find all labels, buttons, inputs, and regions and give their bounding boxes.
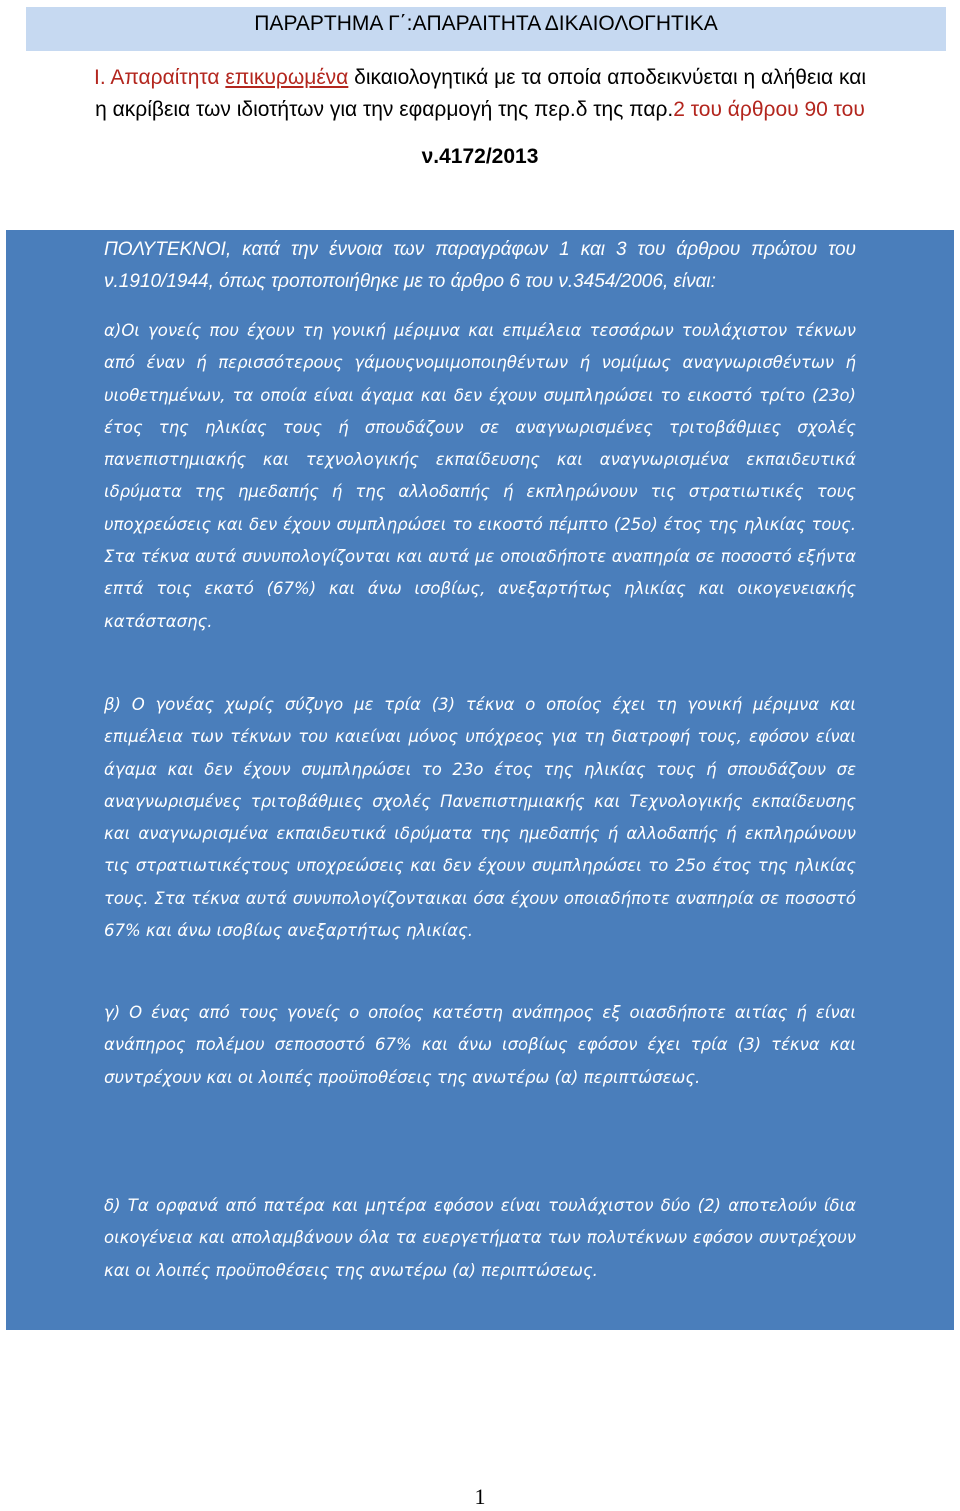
heading-prefix: Ι. Απαραίτητα bbox=[93, 66, 226, 89]
heading-line2-red: 2 του άρθρου 90 του bbox=[673, 98, 865, 121]
paragraph-b: β) Ο γονέας χωρίς σύζυγο με τρία (3) τέκνα ο οποίος έχει τη γονική μέριμνα και επιμέλεια των τέκνων του καιείναι μόνος υπόχρεος για τη διατροφή τους, εφόσον είναι άγαμα και δεν έχουν συμπληρώσει το 23ο έτος της ηλικίας τους ή σπουδάζουν σε αναγνωρισμένες τριτοβάθμιες σχολές Πανεπιστημιακής και Τεχνολογικής εκπαίδευσης και αναγνωρισμένα εκπαιδευτικά ιδρύματα της ημεδαπής ή αλλοδαπής ή εκπληρώνουν τις στρατιωτικέςτους υποχρεώσεις και δεν έχουν συμπληρώσει το 25ο έτος της ηλικίας τους. Στα τέκνα αυτά συνυπολογίζονταικαι όσα έχουν οποιαδήποτε αναπηρία σε ποσοστό 67% και άνω ισοβίως ανεξαρτήτως ηλικίας. bbox=[104, 695, 856, 941]
paragraph-d: δ) Τα ορφανά από πατέρα και μητέρα εφόσον είναι τουλάχιστον δύο (2) αποτελούν ίδια οικογένεια και απολαμβάνουν όλα τα ευεργετήματα των πολυτέκνων εφόσον συντρέχουν και οι λοιπές προϋποθέσεις της ανωτέρω (α) περιπτώσεως. bbox=[104, 1196, 856, 1280]
page-number: 1 bbox=[474, 1484, 486, 1509]
heading-line2: η ακρίβεια των ιδιοτήτων για την εφαρμογή της περ.δ της παρ. bbox=[95, 98, 674, 121]
law-reference: ν.4172/2013 bbox=[421, 145, 539, 168]
heading-rest-line1: δικαιολογητικά με τα οποία αποδεικνύεται η αλήθεια και bbox=[348, 66, 867, 89]
title-text: ΠΑΡΑΡΤΗΜΑ Γ΄:ΑΠΑΡΑΙΤΗΤΑ ΔΙΚΑΙΟΛΟΓΗΤΙΚΑ bbox=[254, 12, 718, 35]
section-heading bbox=[20, 62, 940, 126]
heading-underlined: επικυρωμένα bbox=[225, 66, 349, 89]
paragraph-a: α)Οι γονείς που έχουν τη γονική μέριμνα και επιμέλεια τεσσάρων τουλάχιστον τέκνων από έναν ή περισσότερους γάμουςνομιμοποιηθέντων ή νομίμως αναγνωρισθέντων ή υιοθετημένων, τα οποία είναι άγαμα και δεν έχουν συμπληρώσει το εικοστό τρίτο (23ο) έτος της ηλικίας τους ή σπουδάζουν σε αναγνωρισμένες τριτοβάθμιες σχολές πανεπιστημιακής και τεχνολογικής εκπαίδευσης και αναγνωρισμένα εκπαιδευτικά ιδρύματα της ημεδαπής ή της αλλοδαπής ή εκπληρώνουν τις στρατιωτικές τους υποχρεώσεις και δεν έχουν συμπληρώσει το εικοστό πέμπτο (25ο) έτος της ηλικίας τους. Στα τέκνα αυτά συνυπολογίζονται και αυτά με οποιαδήποτε αναπηρία σε ποσοστό εξήντα επτά τοις εκατό (67%) και άνω ισοβίως, ανεξαρτήτως ηλικίας και οικογενειακής κατάστασης. bbox=[104, 321, 856, 631]
panel-intro: ΠΟΛΥΤΕΚΝΟΙ, κατά την έννοια των παραγράφων 1 και 3 του άρθρου πρώτου του ν.1910/1944, όπως τροποποιήθηκε με το άρθρο 6 του ν.3454/2006, είναι: bbox=[104, 239, 856, 292]
paragraph-c: γ) Ο ένας από τους γονείς ο οποίος κατέστη ανάπηρος εξ οιασδήποτε αιτίας ή είναι ανάπηρος πολέμου σεποσοστό 67% και άνω ισοβίως εφόσον έχει τρία (3) τέκνα και συντρέχουν και οι λοιπές προϋποθέσεις της ανωτέρω (α) περιπτώσεως. bbox=[104, 1003, 856, 1087]
page-title bbox=[26, 7, 946, 51]
